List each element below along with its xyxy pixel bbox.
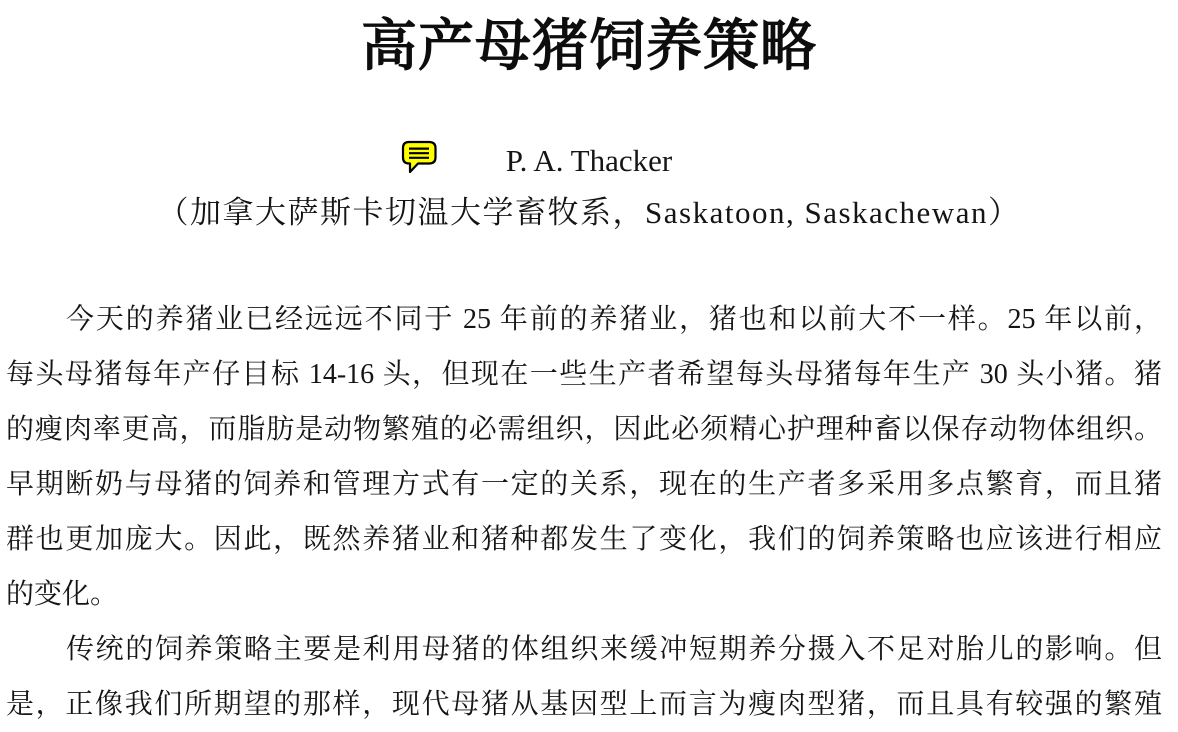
body-text-line: 的瘦肉率更高，而脂肪是动物繁殖的必需组织，因此必须精心护理种畜以保存动物体组织。: [6, 414, 1162, 445]
body-text-line: 每头母猪每年产仔目标 14-16 头，但现在一些生产者希望每头母猪每年生产 30 头小猪。猪: [6, 359, 1162, 390]
body-text-line: 早期断奶与母猪的饲养和管理方式有一定的关系，现在的生产者多采用多点繁育，而且猪: [6, 469, 1162, 500]
body-text-line: 是，正像我们所期望的那样，现代母猪从基因型上而言为瘦肉型猪，而且具有较强的繁殖: [6, 689, 1162, 720]
document-title: 高产母猪饲养策略: [361, 14, 817, 77]
body-text-line: 今天的养猪业已经远远不同于 25 年前的养猪业，猪也和以前大不一样。25 年以前，: [66, 304, 1162, 335]
body-text-line: 群也更加庞大。因此，既然养猪业和猪种都发生了变化，我们的饲养策略也应该进行相应: [6, 524, 1162, 555]
body-text-line: 的变化。: [6, 579, 119, 610]
author-affiliation: （加拿大萨斯卡切温大学畜牧系，Saskatoon, Saskachewan）: [157, 195, 1021, 230]
author-row: [0, 138, 1178, 184]
body-text-line: 传统的饲养策略主要是利用母猪的体组织来缓冲短期养分摄入不足对胎儿的影响。但: [66, 634, 1162, 665]
author-name: P. A. Thacker: [505, 143, 673, 178]
body-text: [6, 292, 1162, 732]
comment-icon[interactable]: [401, 140, 438, 174]
